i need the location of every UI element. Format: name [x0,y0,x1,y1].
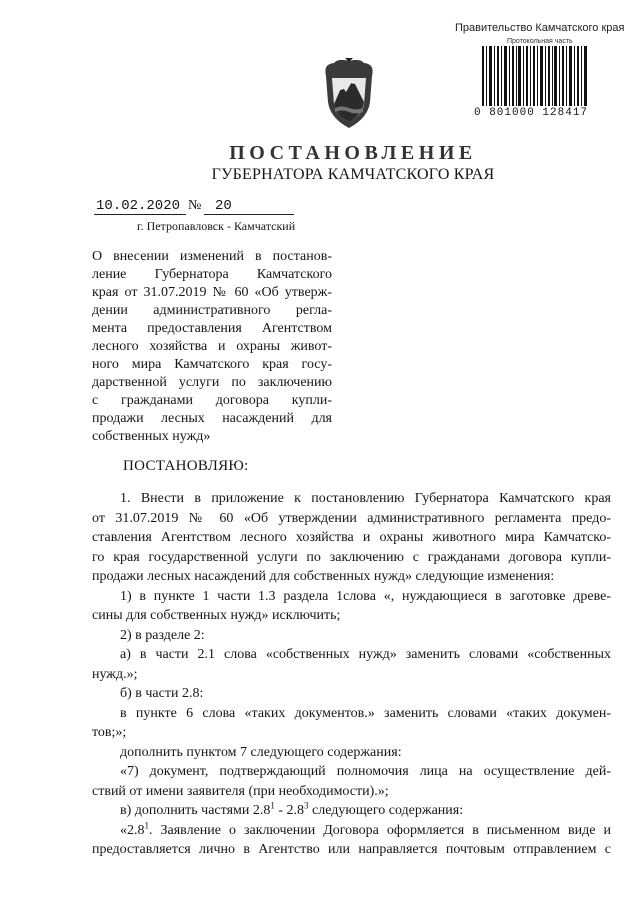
body-line: 1. Внести в приложение к постановлению Губернатора Камчатского края [120,491,611,506]
body-line: 2) в разделе 2: [120,627,205,643]
superscript: 3 [304,800,309,811]
document-subtitle: ГУБЕРНАТОРА КАМЧАТСКОГО КРАЯ [211,166,495,183]
number-underline [204,214,294,215]
body-line: ставления Агентством лесного хозяйства и охраны животного мира Камчатско- [92,530,611,545]
body-text-fragment: следующего содержания: [308,803,464,818]
document-title: ПОСТАНОВЛЕНИЕ [229,142,477,164]
document-body [92,489,611,860]
subject-line: О внесении изменений в постанов- [92,249,332,264]
subject-line: ление Губернатора Камчатского [92,267,332,282]
body-text-fragment: - 2.8 [274,803,305,818]
city-label: г. Петропавловск - Камчатский [137,219,296,233]
decree-heading: ПОСТАНОВЛЯЮ: [123,458,249,474]
body-line [92,821,611,841]
body-line: тов;»; [92,725,127,740]
document-number: 20 [215,198,232,214]
subject-line: края от 31.07.2019 № 60 «Об утверж- [92,285,332,300]
body-line: а) в части 2.1 слова «собственных нужд» заменить словами «собственных [120,647,611,662]
body-line: предоставляется лично в Агентство или направляется почтовым отправлением с [92,842,611,857]
body-line: 1) в пункте 1 части 1.3 раздела 1слова «, нуждающиеся в заготовке древе- [120,588,611,604]
number-sign: № [188,198,202,213]
body-line [92,801,611,821]
body-line: «7) документ, подтверждающий полномочия лица на осуществление дей- [120,764,611,779]
barcode-caption: Протокольная часть [507,38,573,45]
barcode-number: 0 801000 128417 [474,107,589,119]
barcode [482,46,587,106]
body-line: го края государственной услуги по заключению с гражданами договора купли- [92,549,611,565]
subject-line: ного мира Камчатского края госу- [92,357,332,372]
document-subject [92,248,332,446]
body-line: нужд.»; [92,666,138,682]
superscript: 1 [270,800,275,811]
body-line: ствий от имени заявителя (при необходимости).»; [92,783,389,799]
body-text-fragment: в) дополнить частями 2.8 [120,803,271,818]
body-line: дополнить пунктом 7 следующего содержания: [120,744,402,760]
body-line: в пункте 6 слова «таких документов.» заменить словами «таких докумен- [120,705,611,721]
body-line: сины для собственных нужд» исключить; [92,608,341,623]
subject-line: мента предоставления Агентством [92,321,332,336]
date-underline [94,214,186,215]
subject-line: с гражданами договора купли- [92,393,332,408]
document-date: 10.02.2020 [96,198,181,214]
subject-line: продажи лесных насаждений для [92,411,332,426]
subject-line: собственных нужд» [92,429,211,444]
organization-label: Правительство Камчатского края [455,22,625,34]
body-text-fragment: . Заявление о заключении Договора оформляется в письменном виде и [149,822,611,838]
body-line: б) в части 2.8: [120,686,204,701]
subject-line: дении административного регла- [92,303,332,318]
body-line: от 31.07.2019 № 60 «Об утверждении административного регламента предо- [92,510,611,526]
subject-line: лесного хозяйства и охраны живот- [92,339,332,354]
superscript: 1 [144,819,149,830]
subject-line: дарственной услуги по заключению [92,375,332,390]
coat-of-arms-emblem [320,58,378,130]
body-text-fragment: «2.8 [120,822,145,838]
body-line: продажи лесных насаждений для собственных нужд» следующие изменения: [92,569,555,584]
